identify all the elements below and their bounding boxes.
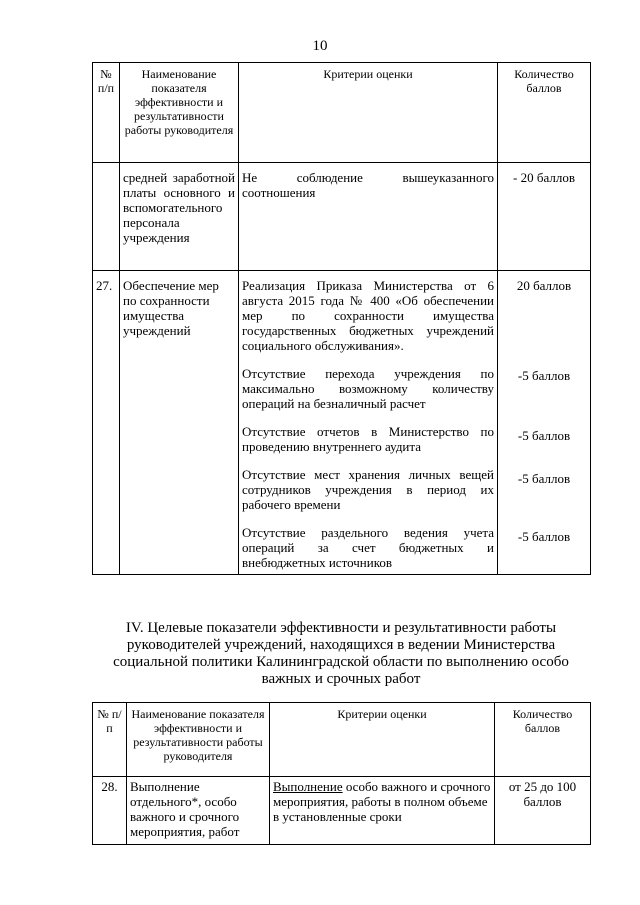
indicator-name: Обеспечение мер по сохранности имущества учреждений [120,271,239,575]
header-points: Количество баллов [498,63,591,163]
table-row [93,271,591,575]
points-value: -5 баллов [517,529,571,544]
criteria-table-continued [92,62,591,575]
criteria-list [239,271,498,575]
criteria-item: Реализация Приказа Министерства от 6 августа 2015 года № 400 «Об обеспечении мер по сохранности имущества государственных бюджетных учреждений социального обслуживания». [242,278,494,353]
criteria-item: Отсутствие раздельного ведения учета операций за счет бюджетных и внебюджетных источников [242,525,494,570]
table-header-row [93,63,591,163]
points-value: от 25 до 100 баллов [495,777,591,845]
points-value: -5 баллов [517,428,571,443]
header-name: Наименование показателя эффективности и результативности работы руководителя [127,703,270,777]
page-number: 10 [312,38,328,54]
points-value: 20 баллов [516,278,572,293]
points-value: -5 баллов [517,471,571,486]
table-row [93,163,591,271]
criteria-text [270,777,495,845]
points-list [498,271,591,575]
indicator-name: средней заработной платы основного и вспомогательного персонала учреждения [120,163,239,271]
points-value: -5 баллов [517,368,571,383]
header-name: Наименование показателя эффективности и результативности работы руководителя [120,63,239,163]
row-num [93,163,120,271]
points-value: - 20 баллов [498,163,591,271]
criteria-item: Отсутствие отчетов в Министерство по проведению внутреннего аудита [242,424,494,454]
header-num: № п/п [93,63,120,163]
indicator-name: Выполнение отдельного*, особо важного и срочного мероприятия, работ [127,777,270,845]
row-num: 27. [93,271,120,575]
table-row [93,777,591,845]
criteria-item: Отсутствие мест хранения личных вещей сотрудников учреждения в период их рабочего времени [242,467,494,512]
header-num: № п/п [93,703,127,777]
criteria-item: Отсутствие перехода учреждения по максимально возможному количеству операций на безналичный расчет [242,366,494,411]
header-criteria: Критерии оценки [270,703,495,777]
criteria-text: Не соблюдение вышеуказанного соотношения [239,163,498,271]
criteria-underlined: Выполнение [273,779,343,794]
row-num: 28. [93,777,127,845]
criteria-table-section-iv [92,702,591,845]
criteria-rest: особо важного и срочного мероприятия, работы в полном объеме в установленные сроки [273,779,491,824]
header-criteria: Критерии оценки [239,63,498,163]
section-iv-title: IV. Целевые показатели эффективности и результативности работы руководителей учреждений, находящихся в ведении Министерства социальной политики Калининградской области по выполнению особо важных и срочных работ [113,620,569,687]
header-points: Количество баллов [495,703,591,777]
table-header-row [93,703,591,777]
